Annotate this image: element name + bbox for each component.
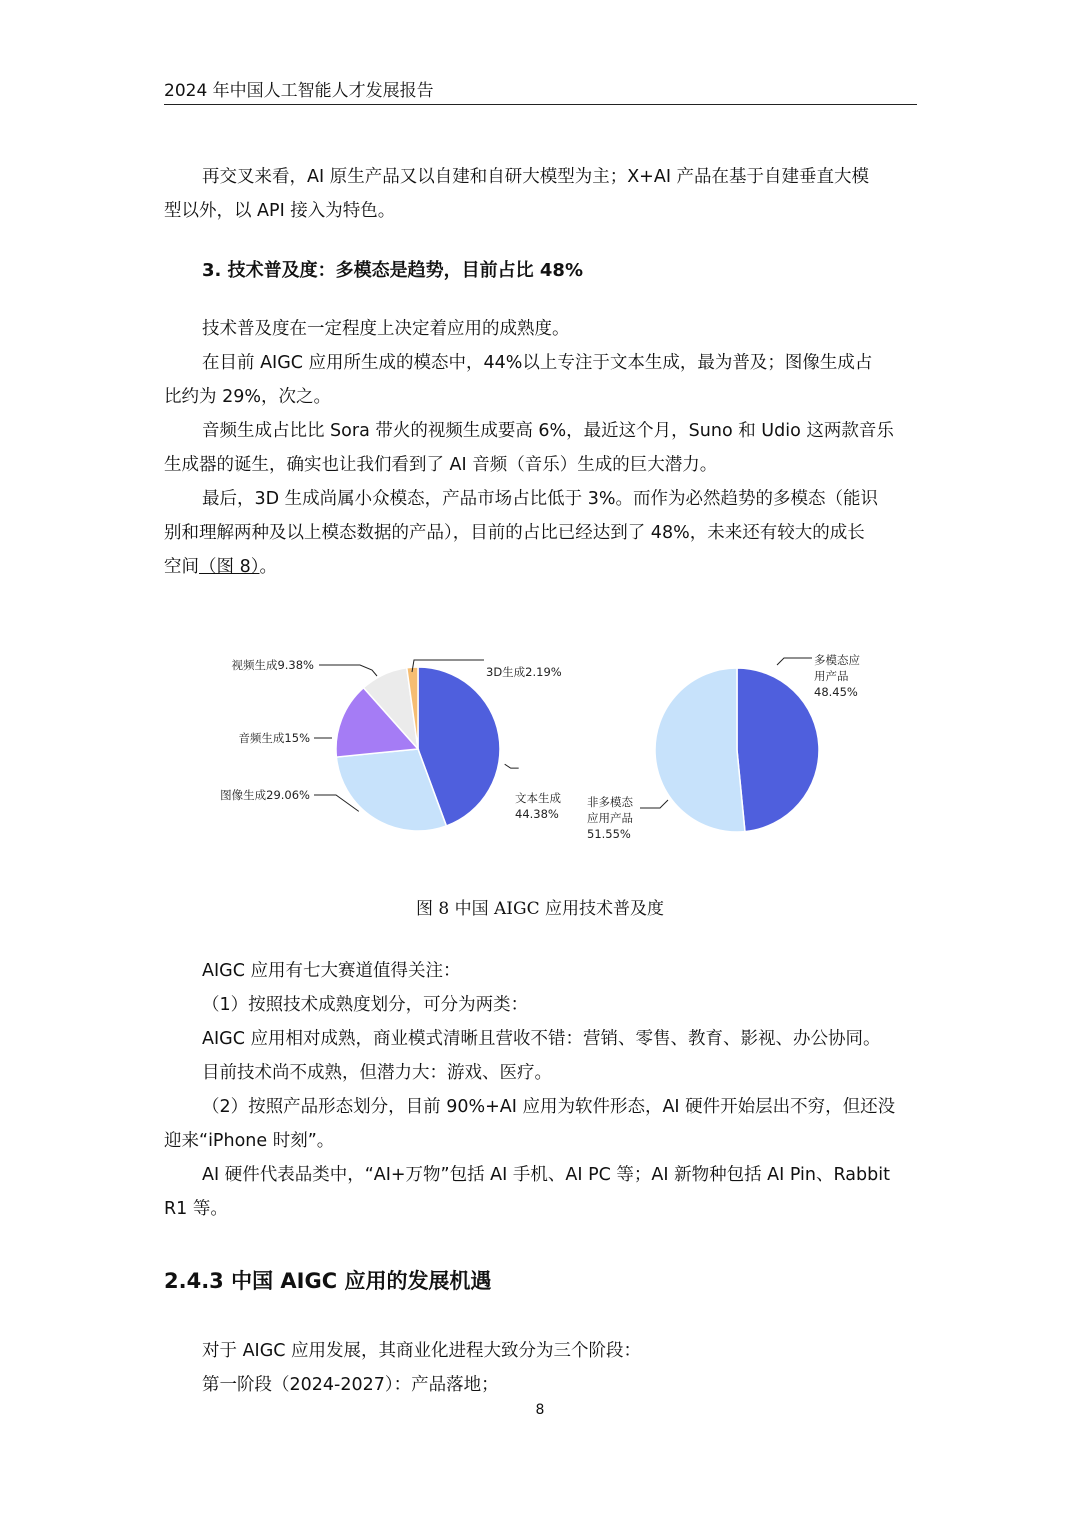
running-header: 2024 年中国人工智能人才发展报告 — [164, 80, 917, 105]
figure-caption: 图 8 中国 AIGC 应用技术普及度 — [415, 899, 664, 919]
slice-label-text-name: 文本生成 — [515, 791, 561, 805]
paragraph-line: 型以外，以 API 接入为特色。 — [164, 201, 396, 221]
paragraph-line: AIGC 应用相对成熟，商业模式清晰且营收不错：营销、零售、教育、影视、办公协同。 — [202, 1029, 881, 1049]
page-number: 8 — [535, 1402, 545, 1418]
paragraph-line: 目前技术尚不成熟，但潜力大：游戏、医疗。 — [202, 1063, 552, 1083]
paragraph-line: 迎来“iPhone 时刻”。 — [164, 1131, 335, 1151]
paragraph-line: 对于 AIGC 应用发展，其商业化进程大致分为三个阶段： — [202, 1341, 642, 1361]
slice-label-video: 视频生成9.38% — [231, 658, 314, 672]
paragraph-line: 第一阶段（2024-2027）：产品落地； — [202, 1375, 499, 1395]
paragraph-line: 在目前 AIGC 应用所生成的模态中，44%以上专注于文本生成，最为普及；图像生成占 — [202, 353, 873, 373]
figure-reference-link[interactable]: （图 8） — [199, 557, 260, 577]
slice-label-nonmm-line1: 非多模态 — [587, 795, 633, 809]
paragraph-line: AIGC 应用有七大赛道值得关注： — [202, 961, 461, 981]
subsection-heading: 3. 技术普及度：多模态是趋势，目前占比 48% — [202, 260, 583, 281]
paragraph-line: 生成器的诞生，确实也让我们看到了 AI 音频（音乐）生成的巨大潜力。 — [164, 455, 718, 475]
paragraph-line — [164, 550, 918, 584]
paragraph-line: 再交叉来看，AI 原生产品又以自建和自研大模型为主；X+AI 产品在基于自建垂直大模 — [202, 167, 870, 187]
slice-label-nonmm-line2: 应用产品 — [587, 811, 633, 825]
slice-label-audio: 音频生成15% — [238, 731, 310, 745]
paragraph-line: （2）按照产品形态划分，目前 90%+AI 应用为软件形态，AI 硬件开始层出不穷，但还没 — [202, 1097, 896, 1117]
leader-line-multimodal — [777, 658, 812, 665]
slice-label-image: 图像生成29.06% — [220, 788, 310, 802]
paragraph-line: R1 等。 — [164, 1199, 228, 1219]
slice-label-multimodal-line1: 多模态应 — [814, 653, 860, 667]
paragraph-line: 技术普及度在一定程度上决定着应用的成熟度。 — [202, 319, 570, 339]
text-span: 空间 — [164, 557, 199, 577]
text-span: 。 — [259, 557, 277, 577]
paragraph-line: （1）按照技术成熟度划分，可分为两类： — [202, 995, 529, 1015]
pie2-slice-0 — [737, 668, 819, 832]
leader-line-video — [319, 665, 377, 676]
paragraph-line: 别和理解两种及以上模态数据的产品），目前的占比已经达到了 48%，未来还有较大的成长 — [164, 523, 865, 543]
pie2-slice-1 — [655, 668, 745, 832]
section-heading: 2.4.3 中国 AIGC 应用的发展机遇 — [164, 1269, 492, 1293]
paragraph-line: 比约为 29%，次之。 — [164, 387, 331, 407]
pie-charts — [164, 640, 918, 870]
paragraph-line: 音频生成占比比 Sora 带火的视频生成要高 6%，最近这个月，Suno 和 Udio 这两款音乐 — [202, 421, 894, 441]
paragraph-line: 最后，3D 生成尚属小众模态，产品市场占比低于 3%。而作为必然趋势的多模态（能识 — [202, 489, 878, 509]
leader-line-text — [505, 764, 519, 768]
slice-label-multimodal-value: 48.45% — [814, 685, 858, 699]
slice-label-text-value: 44.38% — [515, 807, 559, 821]
leader-line-non-multimodal — [640, 800, 668, 808]
slice-label-multimodal-line2: 用产品 — [814, 669, 849, 683]
paragraph-line: AI 硬件代表品类中，“AI+万物”包括 AI 手机、AI PC 等；AI 新物种包括 AI Pin、Rabbit — [202, 1165, 890, 1185]
slice-label-nonmm-value: 51.55% — [587, 827, 631, 841]
figure-8 — [164, 640, 918, 870]
slice-label-3d: 3D生成2.19% — [486, 665, 562, 679]
